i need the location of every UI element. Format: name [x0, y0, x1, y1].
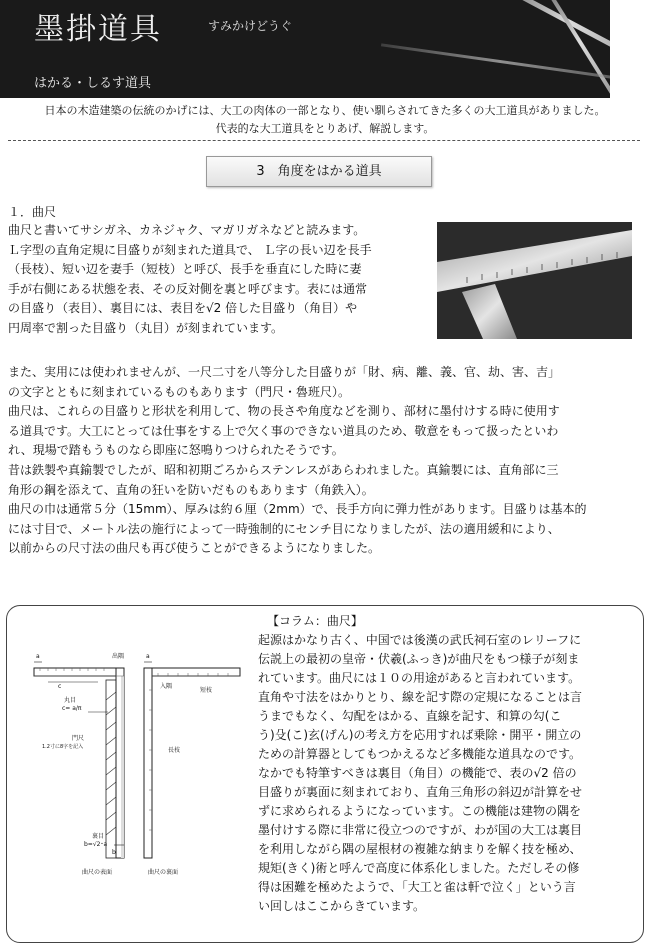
diagram-label-tanshi: 短枝 — [200, 687, 213, 694]
text-line: れ、現場で踏もうものなら即座に怒鳴りつけられたそうです。 — [8, 443, 344, 458]
banner-decor-stripe — [381, 43, 610, 79]
text-line: 規矩(きく)術と呼んで高度に体系化しました。ただしその修 — [258, 861, 580, 875]
text-line: れています。曲尺には１０の用途があると言われています。 — [258, 671, 581, 685]
text-line: の文字とともに刻まれているものもあります（門尺・魯班尺）。 — [8, 384, 351, 399]
text-line: Ｌ字型の直角定規に目盛りが刻まれた道具で、 Ｌ字の長い辺を長手 — [8, 242, 372, 257]
text-line: 曲尺と書いてサシガネ、カネジャク、マガリガネなどと読みます。 — [8, 223, 366, 237]
text-line: なかでも特筆すべきは裏目（角目）の機能で、表の√2 倍の — [258, 766, 577, 780]
text-line: ずに求められるようになっています。この機能は建物の隅を — [258, 804, 582, 818]
intro-line-2: 代表的な大工道具をとりあげ、解説します。 — [215, 122, 435, 135]
diagram-label-a: a — [36, 653, 40, 660]
page-subtitle: はかる・しるす道具 — [34, 76, 152, 91]
header-banner — [0, 0, 610, 98]
text-line: の目盛り（表目）、裏目には、表目を√2 倍した目盛り（角目）や — [8, 301, 358, 316]
banner-decor-stripe — [603, 0, 610, 65]
diagram-label-marume: 丸目 — [64, 697, 77, 704]
column-title: 【コラム：曲尺】 — [267, 614, 363, 628]
text-line: には寸目で、メートル法の施行によって一時強制的にセンチ目になりましたが、法の適用緩和により、 — [8, 521, 560, 536]
text-line: 起源はかなり古く、中国では後漢の武氏祠石室のレリーフに — [258, 633, 582, 647]
diagram-formula-marume: c= a/π — [62, 705, 82, 712]
diagram-formula-urame: b=√2･a — [84, 841, 108, 848]
page-title: 墨掛道具 — [34, 12, 162, 47]
text-line: 手が右側にある状態を表、その反対側を裏と呼びます。表には通常 — [8, 281, 368, 296]
sashigane-photo — [437, 222, 632, 339]
text-line: 昔は鉄製や真鍮製でしたが、昭和初期ごろからステンレスがあらわれました。真鍮製には、直角部に三 — [8, 462, 559, 477]
text-line: 角形の鋼を添えて、直角の狂いを防いだものもあります（角鉄入）。 — [8, 482, 374, 497]
diagram-label-a: a — [146, 653, 150, 660]
text-line: 得は困難を極めたようで、「大工と雀は軒で泣く」という言 — [258, 880, 576, 894]
text-line: ための計算器としてもつかえるなど多機能な道具なのです。 — [258, 747, 582, 761]
diagram-label-urame: 裏目 — [92, 833, 105, 840]
divider — [8, 140, 640, 141]
diagram-label-monjaku: 門尺 — [72, 735, 85, 742]
text-line: 曲尺の巾は通常５分（15mm）、厚みは約６厘（2mm）で、長手方向に弾力性があります。目盛りは基本的 — [8, 502, 587, 517]
text-line: を利用しながら隅の屋根材の複雑な納まりを解く技を極め、 — [258, 842, 582, 856]
page-title-kana: すみかけどうぐ — [208, 19, 293, 33]
paragraph-1 — [8, 221, 372, 339]
column-text — [258, 631, 582, 916]
text-line: 曲尺は、これらの目盛りと形状を利用して、物の長さや角度などを測り、部材に墨付けする時に使用す — [8, 404, 560, 419]
front-face-square — [144, 668, 240, 858]
text-line: 円周率で割った目盛り（丸目）が刻まれています。 — [8, 320, 284, 335]
text-line: （長枝）、短い辺を妻手（短枝）と呼び、長手を垂直にした時に妻 — [8, 262, 362, 277]
item-heading: １．曲尺 — [8, 205, 57, 219]
diagram-label-irisumi: 入隅 — [160, 683, 173, 690]
text-line: る道具です。大工にとっては仕事をする上で欠く事のできない道具のため、敬意をもって扱ったといわ — [8, 423, 559, 438]
text-line: 目盛りが裏面に刻まれており、直角三角形の斜辺が計算をせ — [258, 785, 583, 799]
paragraph-2 — [8, 363, 586, 559]
text-line: い回しはここからきています。 — [258, 899, 426, 913]
diagram-caption-back: 曲尺の裏面 — [148, 869, 179, 876]
text-line: 伝説上の最初の皇帝・伏羲(ふっき)が曲尺をもつ様子が刻ま — [258, 652, 580, 666]
text-line: う)殳(こ)玄(げん)の考え方を応用すれば乗除・開平・開立の — [258, 728, 582, 742]
text-line: 墨付けする際に非常に役立つのですが、わが国の大工は裏目 — [258, 823, 583, 837]
text-line: また、実用には使われませんが、一尺二寸を八等分した目盛りが「財、病、離、義、官、劫、害、吉」 — [8, 365, 561, 379]
diagram-note-monjaku: 1.2寸に8字を記入 — [42, 744, 84, 750]
banner-decor-stripe — [536, 0, 610, 98]
intro-line-1: 日本の木造建築の伝統のかげには、大工の肉体の一部となり、使い馴らされてきた多くの大工道具がありました。 — [44, 104, 606, 117]
diagram-caption-front: 曲尺の表面 — [82, 869, 113, 876]
back-face-square — [34, 668, 124, 858]
sashigane-diagram — [28, 640, 248, 885]
diagram-label-choshi: 長枝 — [168, 747, 181, 754]
text-line: 以前からの尺寸法の曲尺も再び使うことができるようになりました。 — [8, 541, 381, 556]
section-heading-button: 3 角度をはかる道具 — [206, 156, 432, 187]
diagram-label-demasu: 出隅 — [112, 653, 125, 660]
text-line: うまでもなく、勾配をはかる、直線を記す、和算の勾(こ — [258, 709, 562, 723]
diagram-label-b: b — [112, 849, 116, 856]
text-line: 直角や寸法をはかりとり、線を記す際の定規になることは言 — [258, 690, 583, 704]
diagram-label-c: c — [58, 683, 62, 690]
sashigane-photo-illustration — [437, 222, 632, 339]
